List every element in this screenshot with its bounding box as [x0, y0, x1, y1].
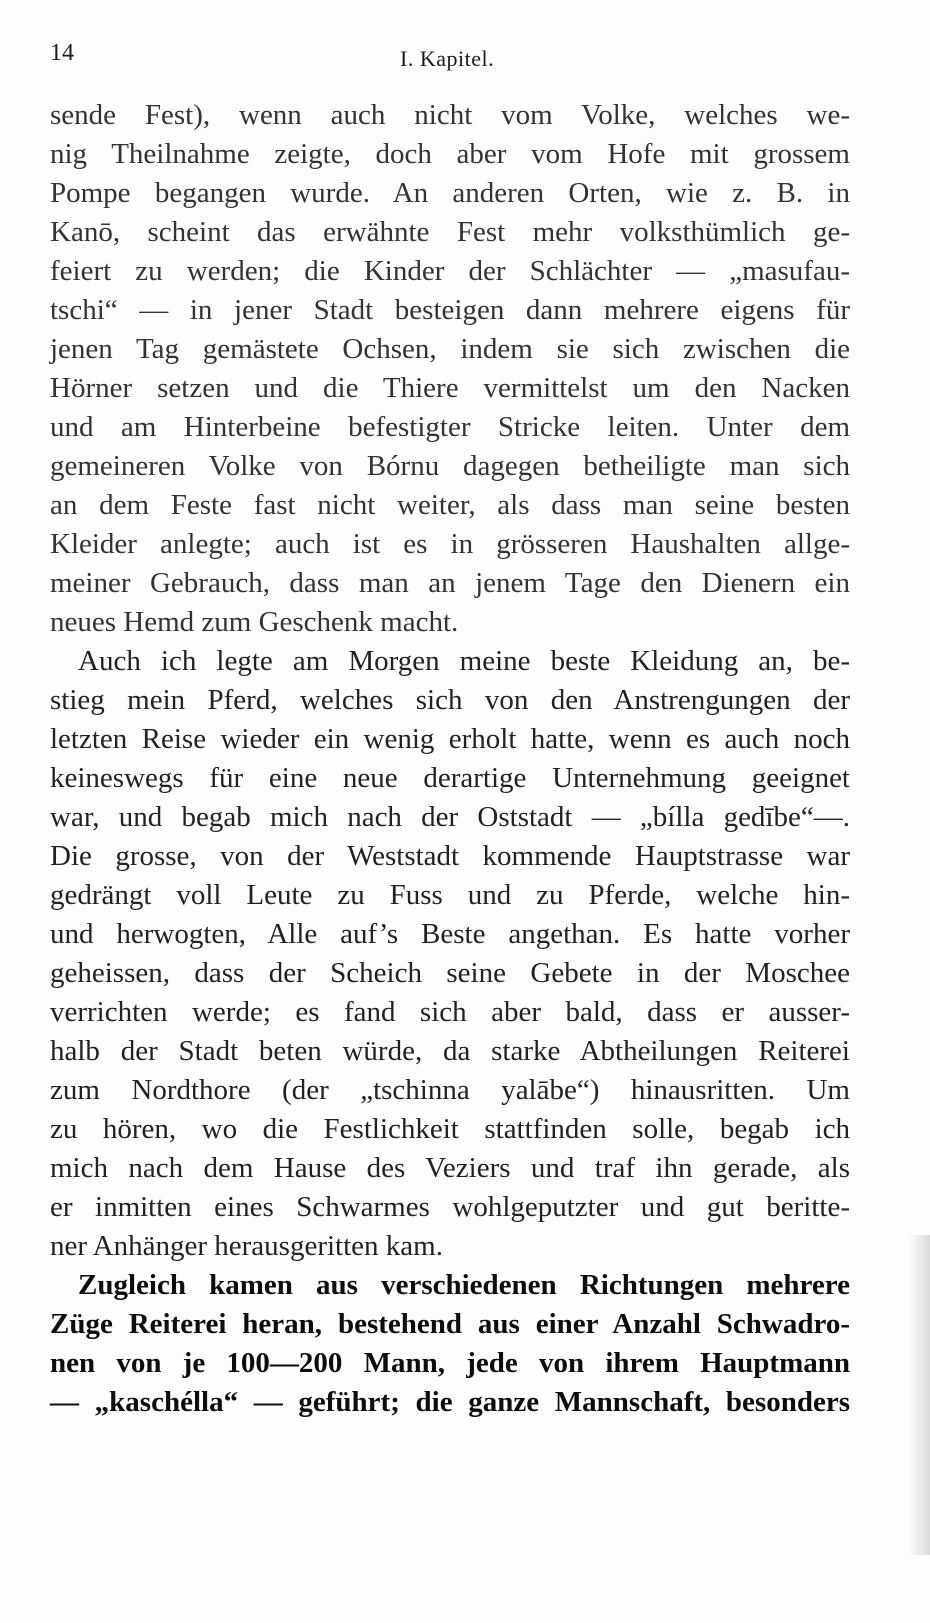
text-line: gedrängt voll Leute zu Fuss und zu Pferde, welche hin- — [50, 879, 850, 911]
text-line: geheissen, dass der Scheich seine Gebete in der Moschee — [50, 957, 850, 989]
text-line: — „kaschélla“ — geführt; die ganze Mannschaft, besonders — [50, 1386, 850, 1418]
text-line: letzten Reise wieder ein wenig erholt hatte, wenn es auch noch — [50, 723, 850, 755]
text-line: Kleider anlegte; auch ist es in grösseren Haushalten allge- — [50, 528, 850, 560]
page-edge-shadow — [908, 1235, 930, 1555]
paragraph-1 — [50, 96, 850, 642]
text-line: Zugleich kamen aus verschiedenen Richtungen mehrere — [78, 1269, 850, 1301]
paragraph-2 — [50, 642, 850, 1266]
page-number: 14 — [50, 40, 74, 66]
page-header — [50, 40, 850, 80]
text-line: nen von je 100—200 Mann, jede von ihrem Hauptmann — [50, 1347, 850, 1379]
text-line: gemeineren Volke von Bórnu dagegen betheiligte man sich — [50, 450, 850, 482]
text-line: an dem Feste fast nicht weiter, als dass man seine besten — [50, 489, 850, 521]
text-line: stieg mein Pferd, welches sich von den Anstrengungen der — [50, 684, 850, 716]
text-line: mich nach dem Hause des Veziers und traf ihn gerade, als — [50, 1152, 850, 1184]
paragraph-3 — [50, 1266, 850, 1422]
text-line: Auch ich legte am Morgen meine beste Kleidung an, be- — [78, 645, 850, 677]
text-line: er inmitten eines Schwarmes wohlgeputzter und gut beritte- — [50, 1191, 850, 1223]
text-line: Kanō, scheint das erwähnte Fest mehr volksthümlich ge- — [50, 216, 850, 248]
body-text — [50, 96, 850, 1422]
text-line: Hörner setzen und die Thiere vermittelst um den Nacken — [50, 372, 850, 404]
text-line: tschi“ — in jener Stadt besteigen dann mehrere eigens für — [50, 294, 850, 326]
text-line: verrichten werde; es fand sich aber bald, dass er ausser- — [50, 996, 850, 1028]
text-line: zum Nordthore (der „tschinna yalābe“) hinausritten. Um — [50, 1074, 850, 1106]
text-line: Züge Reiterei heran, bestehend aus einer Anzahl Schwadro- — [50, 1308, 850, 1340]
running-head: I. Kapitel. — [400, 46, 495, 71]
text-line: feiert zu werden; die Kinder der Schlächter — „masufau- — [50, 255, 850, 287]
text-line: keineswegs für eine neue derartige Unternehmung geeignet — [50, 762, 850, 794]
text-line: halb der Stadt beten würde, da starke Abtheilungen Reiterei — [50, 1035, 850, 1067]
text-line: jenen Tag gemästete Ochsen, indem sie sich zwischen die — [50, 333, 850, 365]
text-line: war, und begab mich nach der Oststadt — „bílla gedībe“—. — [50, 801, 850, 833]
text-line: Pompe begangen wurde. An anderen Orten, wie z. B. in — [50, 177, 850, 209]
text-line: nig Theilnahme zeigte, doch aber vom Hofe mit grossem — [50, 138, 850, 170]
text-line: und herwogten, Alle auf’s Beste angethan. Es hatte vorher — [50, 918, 850, 950]
text-line: neues Hemd zum Geschenk macht. — [50, 606, 459, 638]
text-line: sende Fest), wenn auch nicht vom Volke, welches we- — [50, 99, 850, 131]
text-line: ner Anhänger herausgeritten kam. — [50, 1230, 443, 1262]
text-line: Die grosse, von der Weststadt kommende Hauptstrasse war — [50, 840, 850, 872]
text-line: zu hören, wo die Festlichkeit stattfinden solle, begab ich — [50, 1113, 850, 1145]
text-line: und am Hinterbeine befestigter Stricke leiten. Unter dem — [50, 411, 850, 443]
text-line: meiner Gebrauch, dass man an jenem Tage den Dienern ein — [50, 567, 850, 599]
